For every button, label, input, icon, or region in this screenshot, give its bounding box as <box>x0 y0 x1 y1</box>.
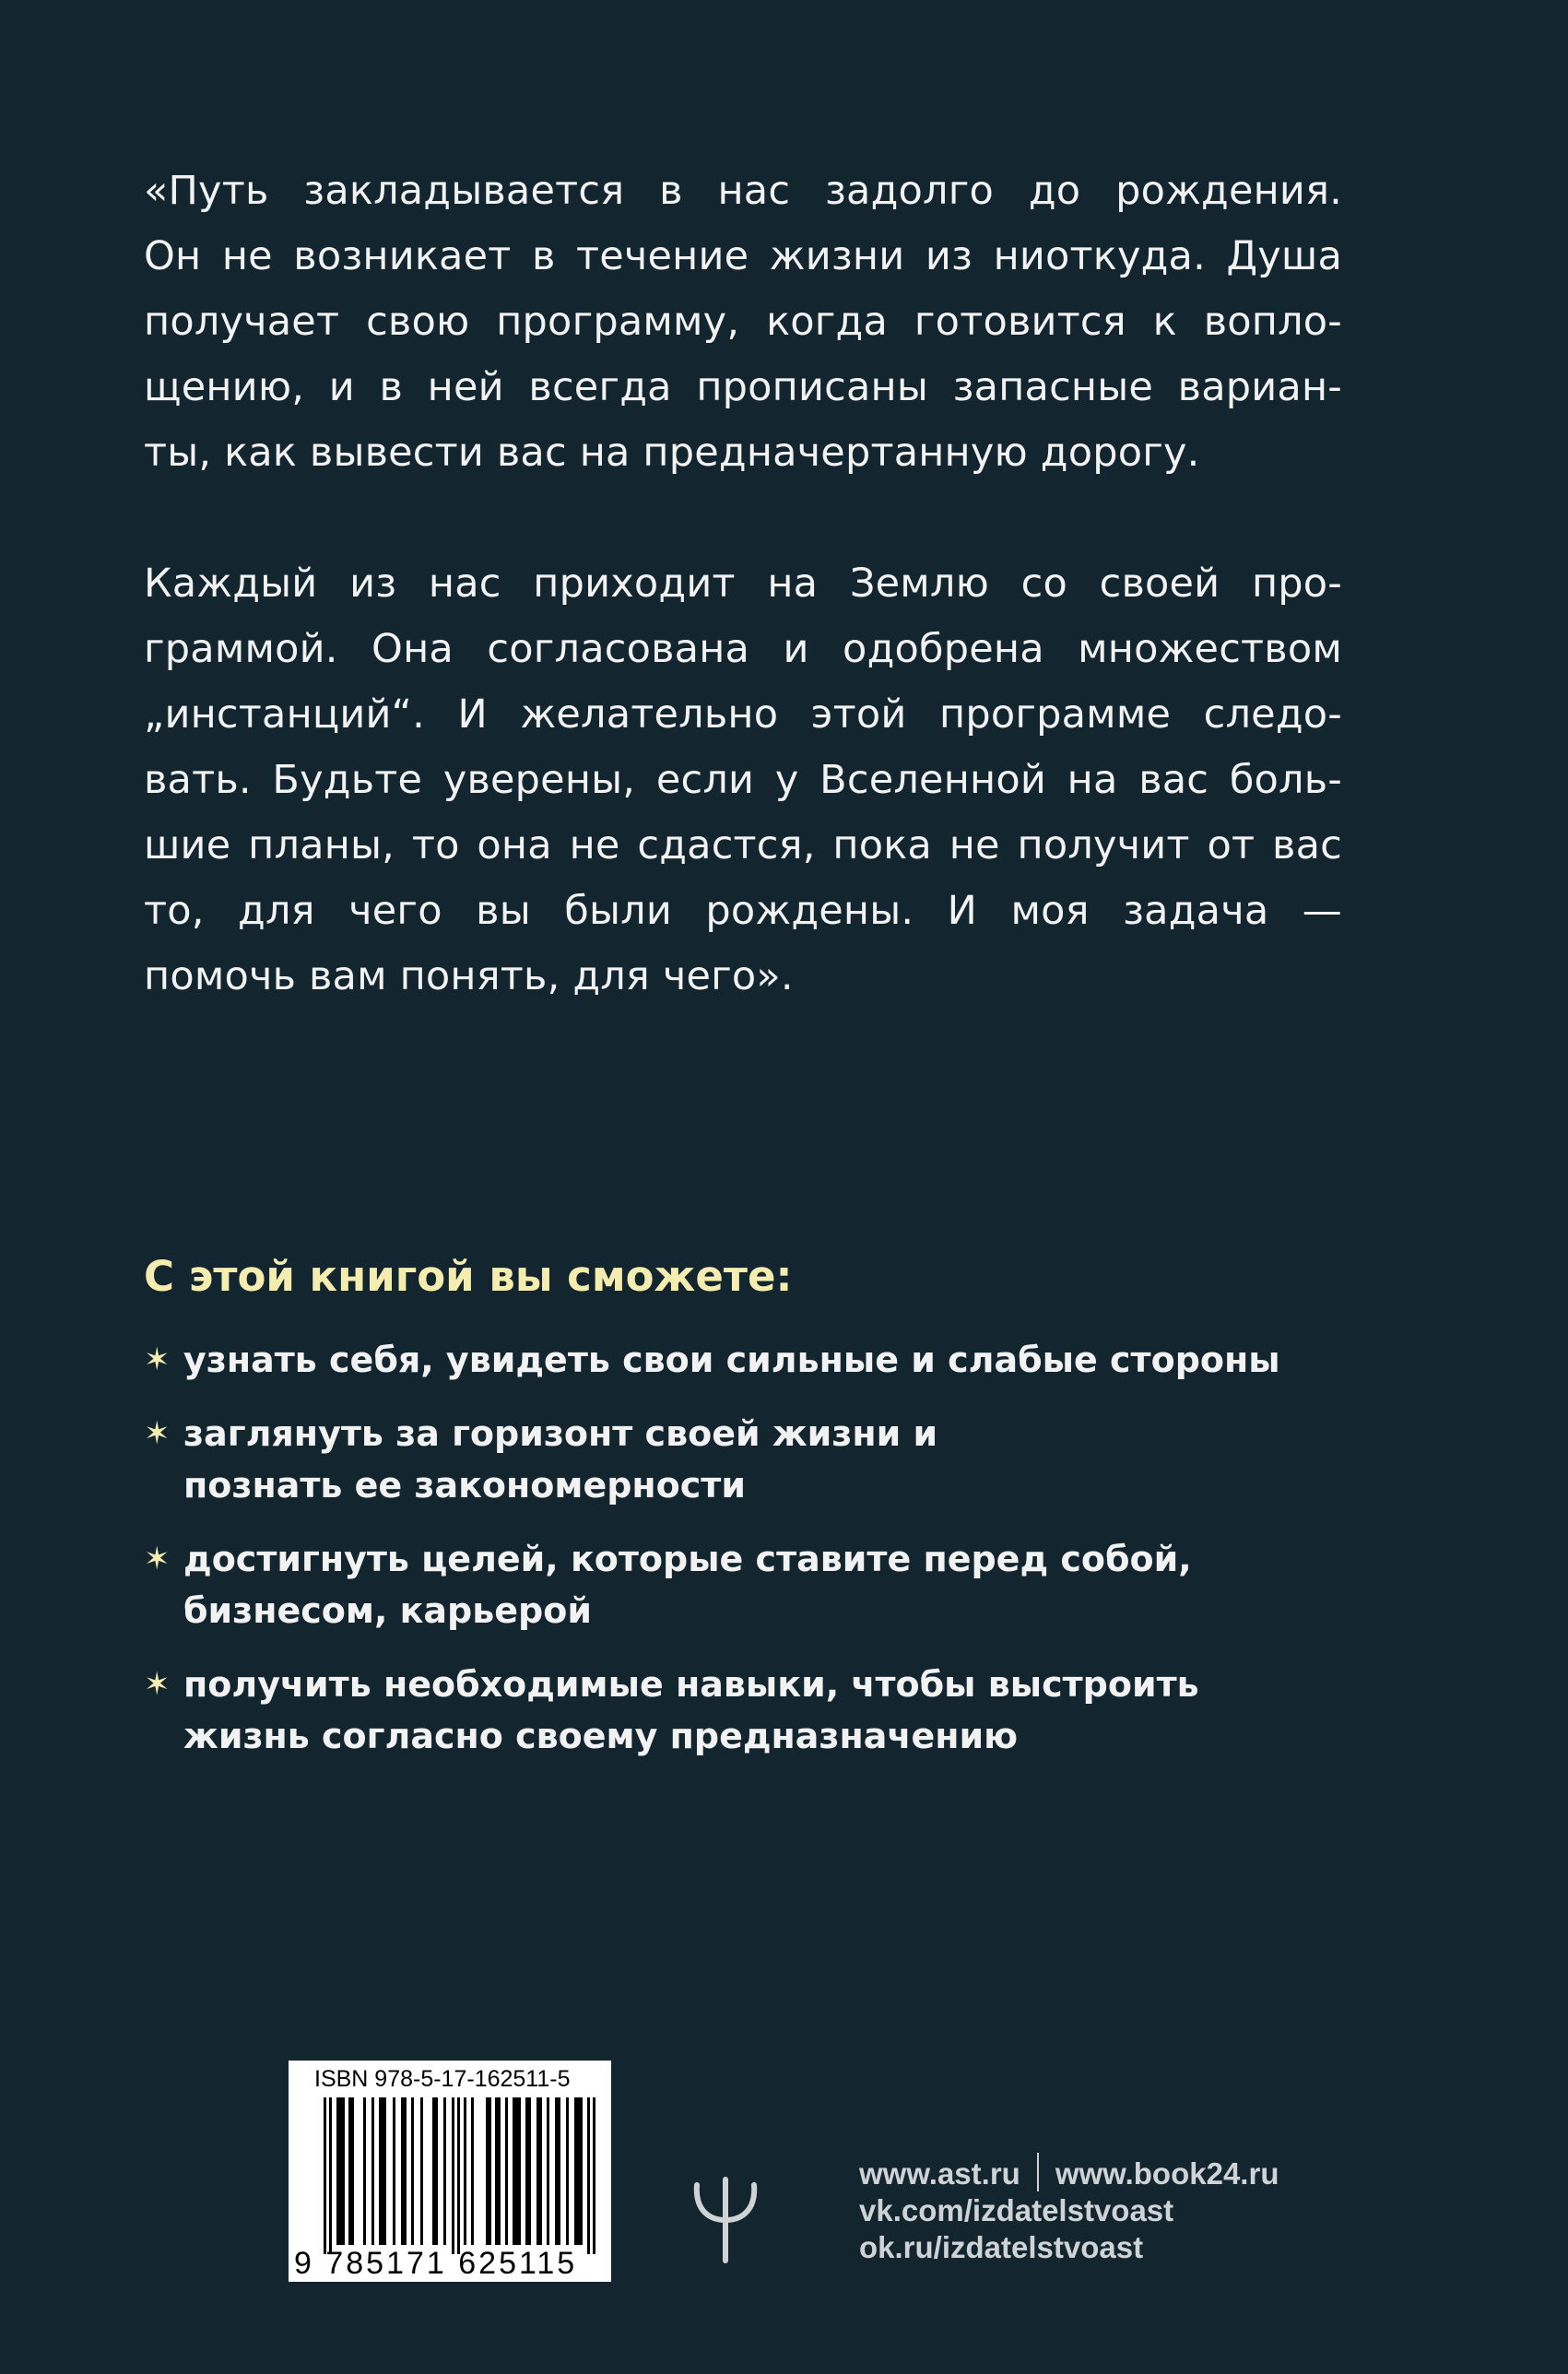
quote-line: граммой. Она согласована и одобрена множеством <box>144 626 1342 672</box>
ean-digits: 9 785171 625115 <box>294 2246 578 2281</box>
quote-line: вать. Будьте уверены, если у Вселенной на вас боль- <box>144 757 1342 803</box>
quote-line: шие планы, то она не сдастся, пока не получит от вас <box>144 822 1342 868</box>
divider <box>1037 2153 1039 2191</box>
website-row <box>859 2155 1279 2192</box>
benefit-text: достигнуть целей, которые ставите перед собой, бизнесом, карьерой <box>183 1539 1192 1631</box>
quote-line: щению, и в ней всегда прописаны запасные вариан- <box>144 364 1342 410</box>
benefit-item <box>144 1408 1068 1511</box>
benefit-item <box>144 1659 1290 1762</box>
benefit-item <box>144 1533 1361 1636</box>
quote-line: помочь вам понять, для чего». <box>144 953 794 999</box>
quote-paragraph-1 <box>144 159 1342 486</box>
benefits-title: С этой книгой вы сможете: <box>144 1252 793 1301</box>
ast-site-link[interactable]: www.ast.ru <box>859 2156 1020 2191</box>
quote-line: Он не возникает в течение жизни из ниоткуда. Душа <box>144 233 1342 279</box>
star-icon: ✶ <box>144 1415 171 1452</box>
psi-icon <box>693 2168 758 2264</box>
isbn-barcode <box>289 2061 611 2282</box>
benefit-text: заглянуть за горизонт своей жизни и познать ее закономерности <box>183 1413 938 1506</box>
quote-paragraph-2 <box>144 551 1342 1010</box>
quote-line: Каждый из нас приходит на Землю со своей про- <box>144 561 1342 607</box>
benefit-item <box>144 1334 1361 1386</box>
barcode-bars-icon <box>324 2097 602 2254</box>
quote-line: «Путь закладывается в нас задолго до рождения. <box>144 168 1342 214</box>
benefit-text: получить необходимые навыки, чтобы выстроить жизнь согласно своему предназначению <box>183 1664 1199 1756</box>
star-icon: ✶ <box>144 1666 171 1703</box>
blurb-quote <box>144 159 1342 1010</box>
isbn-text: ISBN 978-5-17-162511-5 <box>314 2066 571 2092</box>
quote-line: то, для чего вы были рождены. И моя задача — <box>144 888 1342 934</box>
publisher-links <box>859 2155 1279 2266</box>
quote-line: получает свою программу, когда готовится к вопло- <box>144 299 1342 345</box>
star-icon: ✶ <box>144 1341 171 1378</box>
quote-line: ты, как вывести вас на предначертанную дорогу. <box>144 430 1200 476</box>
star-icon: ✶ <box>144 1541 171 1577</box>
benefit-text: узнать себя, увидеть свои сильные и слабые стороны <box>183 1340 1280 1380</box>
book24-site-link[interactable]: www.book24.ru <box>1055 2156 1279 2191</box>
quote-line: „инстанций“. И желательно этой программе следо- <box>144 691 1342 738</box>
benefits-section <box>144 1252 1361 1784</box>
ok-link[interactable]: ok.ru/izdatelstvoast <box>859 2230 1144 2264</box>
vk-link[interactable]: vk.com/izdatelstvoast <box>859 2193 1174 2227</box>
